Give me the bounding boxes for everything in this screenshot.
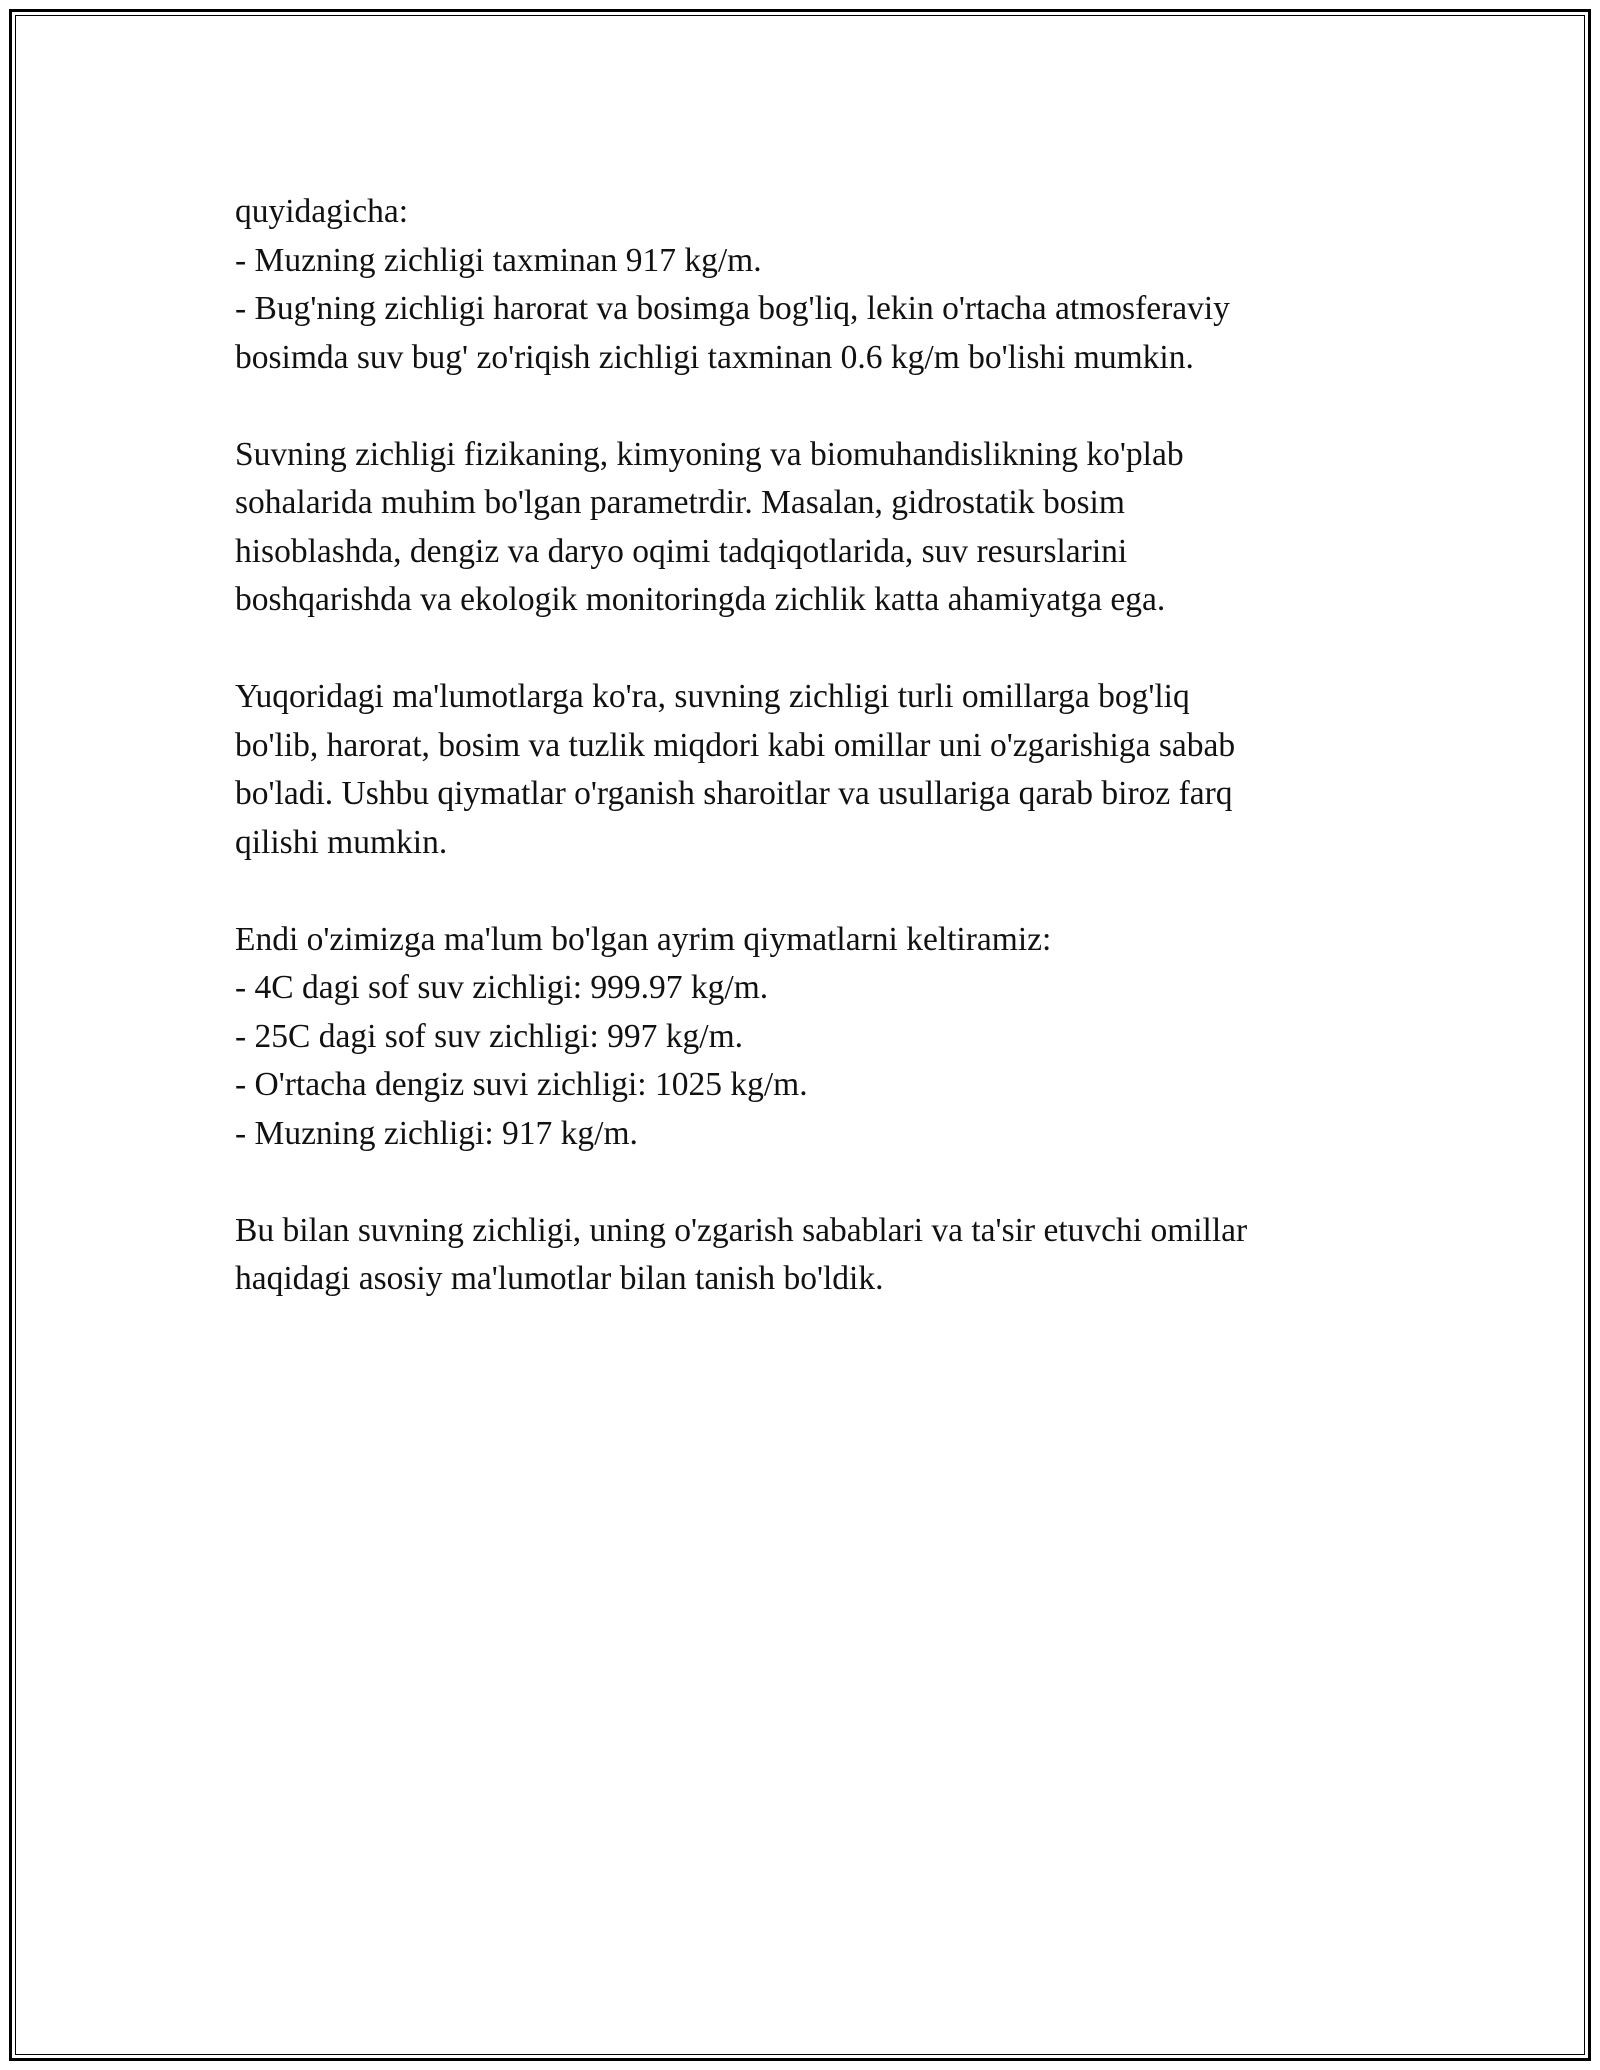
text-line: Endi o'zimizga ma'lum bo'lgan ayrim qiymatlarni keltiramiz:: [235, 920, 1052, 958]
list-item: - 4C dagi sof suv zichligi: 999.97 kg/m.: [235, 969, 769, 1006]
paragraph-importance: [235, 431, 1415, 625]
list-item: - Muzning zichligi taxminan 917 kg/m.: [235, 241, 762, 279]
text-line: haqidagi asosiy ma'lumotlar bilan tanish bo'ldik.: [235, 1260, 884, 1297]
text-line: Yuqoridagi ma'lumotlarga ko'ra, suvning zichligi turli omillarga bog'liq: [235, 678, 1190, 715]
text-line: bo'ladi. Ushbu qiymatlar o'rganish sharoitlar va usullariga qarab biroz farq: [235, 775, 1233, 812]
text-line: qilishi mumkin.: [235, 823, 448, 861]
text-line: bosimda suv bug' zo'riqish zichligi taxminan 0.6 kg/m bo'lishi mumkin.: [235, 338, 1194, 376]
list-item: - Bug'ning zichligi harorat va bosimga bog'liq, lekin o'rtacha atmosferaviy: [235, 290, 1230, 327]
text-line: quyidagicha:: [235, 193, 409, 230]
document-body: [235, 188, 1415, 1352]
paragraph-conclusion: [235, 1207, 1415, 1304]
text-line: Suvning zichligi fizikaning, kimyoning va biomuhandislikning ko'plab: [235, 435, 1184, 473]
list-item: - Muzning zichligi: 917 kg/m.: [235, 1114, 638, 1152]
text-line: sohalarida muhim bo'lgan parametrdir. Masalan, gidrostatik bosim: [235, 484, 1125, 521]
text-line: hisoblashda, dengiz va daryo oqimi tadqiqotlarida, suv resurslarini: [235, 532, 1128, 570]
list-item: - 25C dagi sof suv zichligi: 997 kg/m.: [235, 1017, 744, 1055]
paragraph-densities-ice-vapor: [235, 188, 1415, 382]
text-line: Bu bilan suvning zichligi, uning o'zgarish sabablari va ta'sir etuvchi omillar: [235, 1211, 1248, 1249]
paragraph-factors: [235, 673, 1415, 867]
paragraph-known-values: [235, 916, 1415, 1159]
text-line: bo'lib, harorat, bosim va tuzlik miqdori kabi omillar uni o'zgarishiga sabab: [235, 726, 1236, 764]
text-line: boshqarishda va ekologik monitoringda zichlik katta ahamiyatga ega.: [235, 581, 1166, 618]
list-item: - O'rtacha dengiz suvi zichligi: 1025 kg/m.: [235, 1066, 808, 1103]
